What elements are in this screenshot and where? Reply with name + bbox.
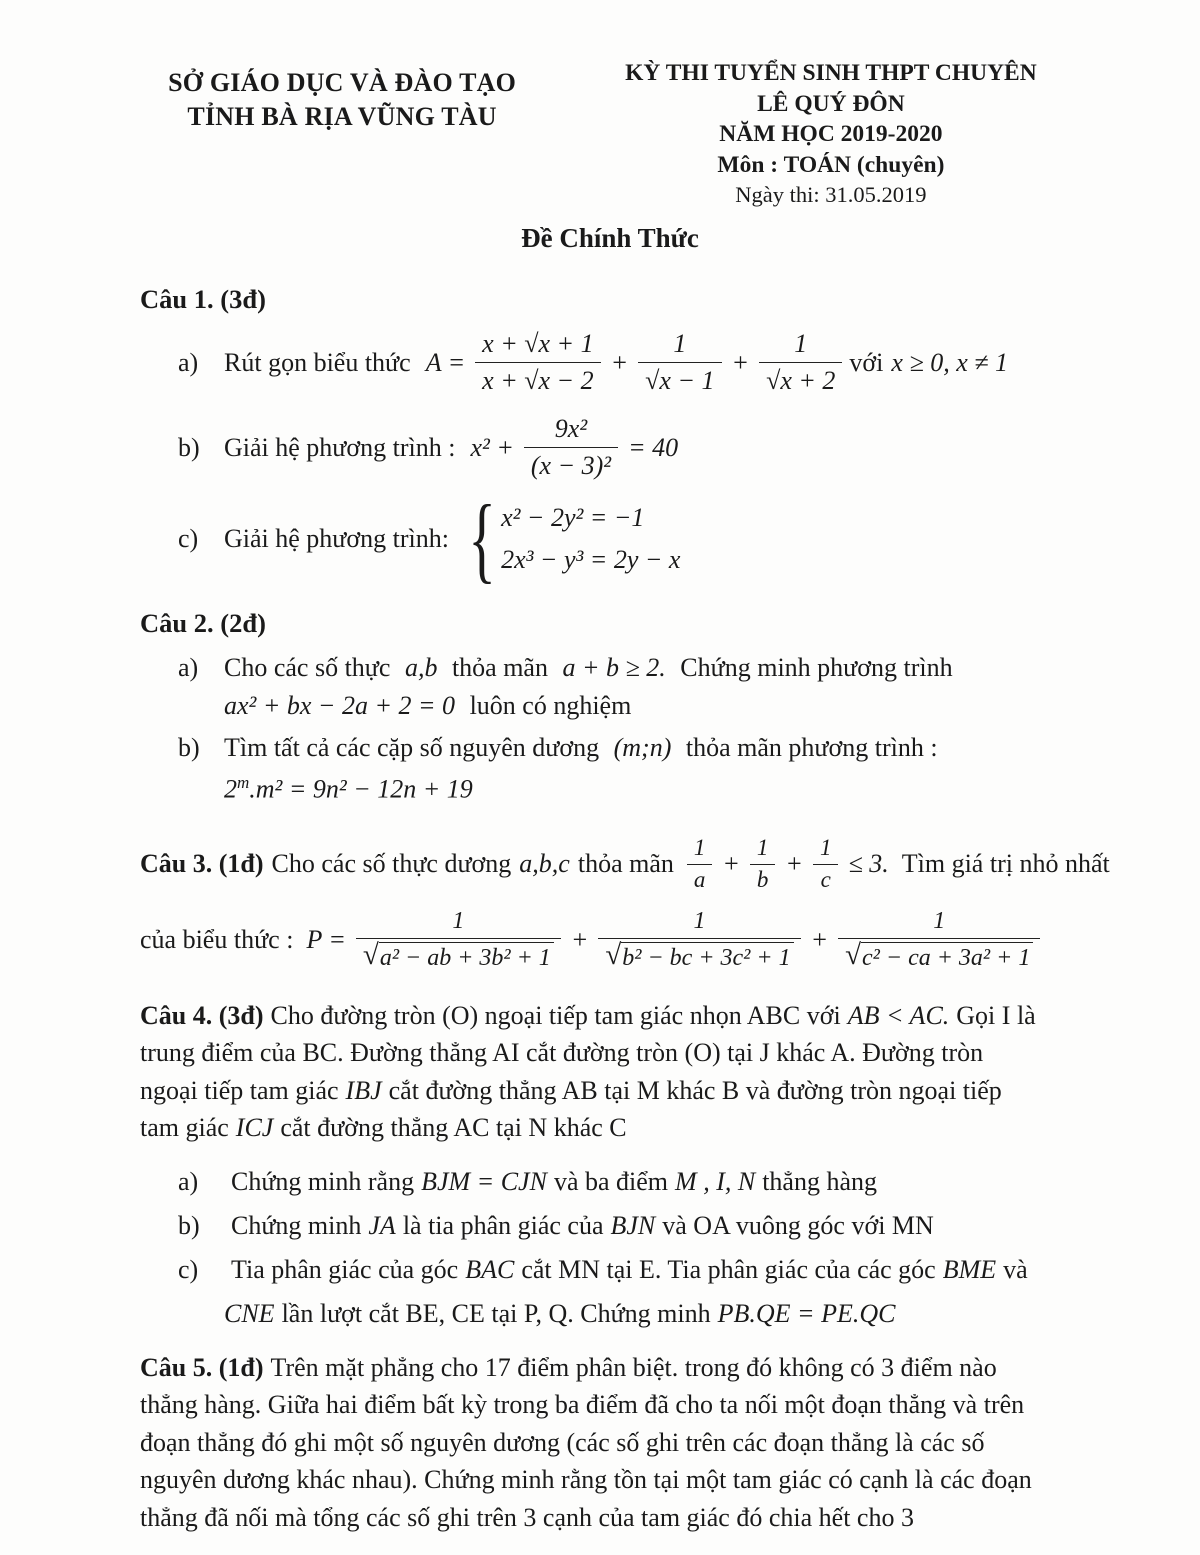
text-segment: Gọi I là bbox=[956, 1000, 1036, 1030]
plus-operator: + bbox=[570, 925, 589, 955]
p-fraction-3 bbox=[838, 908, 1040, 973]
condition-expression: x ≥ 0, x ≠ 1 bbox=[891, 347, 1009, 377]
plus-operator: + bbox=[610, 347, 629, 377]
text-segment: cắt MN tại E. Tia phân giác của các góc bbox=[521, 1254, 936, 1284]
math-segment: BJN bbox=[610, 1210, 656, 1240]
fraction-3-numerator: 1 bbox=[759, 329, 842, 363]
fraction-2-denominator: √x − 1 bbox=[645, 366, 715, 396]
equation-system bbox=[459, 485, 681, 592]
question-4-intro-line2: trung điểm của BC. Đường thẳng AI cắt đường tròn (O) tại J khác A. Đường tròn bbox=[140, 1038, 984, 1068]
text-segment: Trên mặt phẳng cho 17 điểm phân biệt. trong đó không có 3 điểm nào bbox=[270, 1352, 997, 1382]
math-segment: a,b bbox=[404, 652, 438, 682]
radicand: c² − ca + 3a² + 1 bbox=[861, 942, 1033, 973]
question-4-intro-line1 bbox=[140, 997, 1080, 1035]
sqrt-expression bbox=[605, 939, 793, 973]
sqrt-expression bbox=[362, 939, 554, 973]
inequality-bound: ≤ 3. bbox=[848, 849, 889, 879]
fraction-denominator: (x − 3)² bbox=[530, 451, 612, 481]
question-4-items bbox=[140, 1167, 1080, 1329]
question-1-title: Câu 1. (3đ) bbox=[140, 284, 266, 315]
question-5 bbox=[140, 1349, 1080, 1537]
fraction-1 bbox=[475, 329, 600, 396]
question-1a-text: Rút gọn biểu thức bbox=[224, 347, 411, 377]
exam-line-3: NĂM HỌC 2019-2020 bbox=[719, 121, 943, 148]
question-4-intro-line3 bbox=[140, 1072, 1080, 1110]
text-segment: thỏa mãn bbox=[451, 652, 548, 682]
text-segment: Cho các số thực bbox=[224, 652, 391, 682]
exam-line-4: Môn : TOÁN (chuyên) bbox=[717, 151, 945, 178]
text-segment: thỏa mãn phương trình : bbox=[685, 732, 938, 762]
radical-sign: √ bbox=[362, 939, 379, 972]
system-equation-2: 2x³ − y³ = 2y − x bbox=[501, 545, 681, 575]
p-fraction-2 bbox=[598, 908, 800, 973]
plus-operator: + bbox=[785, 849, 803, 879]
fraction-1-over-a bbox=[687, 836, 713, 891]
exam-title-block bbox=[582, 58, 1080, 209]
fraction-1-numerator: x + √x + 1 bbox=[475, 329, 600, 363]
math-segment: IBJ bbox=[345, 1075, 382, 1105]
question-5-title: Câu 5. (1đ) bbox=[140, 1352, 264, 1382]
text-segment: và ba điểm bbox=[553, 1166, 669, 1196]
text-segment: lần lượt cắt BE, CE tại P, Q. Chứng minh bbox=[281, 1298, 711, 1328]
text-segment: Cho đường tròn (O) ngoại tiếp tam giác nhọn ABC với bbox=[270, 1000, 841, 1030]
math-segment: .m² = 9n² − 12n + 19 bbox=[249, 774, 473, 804]
question-2a-text bbox=[224, 653, 961, 683]
expression-suffix: = 40 bbox=[628, 432, 679, 462]
question-1a bbox=[178, 329, 1080, 396]
lhs-A: A = bbox=[425, 347, 466, 377]
question-1c-text: Giải hệ phương trình: bbox=[224, 524, 449, 554]
question-2b-line2 bbox=[224, 773, 1080, 805]
text-segment: luôn có nghiệm bbox=[469, 690, 632, 720]
question-5-line4: nguyên dương khác nhau). Chứng minh rằng tồn tại một tam giác có cạnh là các đoạn bbox=[140, 1465, 1032, 1495]
item-label-2b: b) bbox=[178, 732, 200, 762]
expression-prefix: x² + bbox=[470, 432, 514, 462]
fraction-numerator: 9x² bbox=[524, 414, 618, 448]
math-segment: BAC bbox=[465, 1254, 515, 1284]
math-segment: PB.QE = PE.QC bbox=[717, 1298, 896, 1328]
fraction-1-denominator: x + √x − 2 bbox=[482, 366, 594, 396]
question-2b-text bbox=[224, 733, 946, 763]
question-4a bbox=[178, 1167, 1080, 1197]
exam-line-2: LÊ QUÝ ĐÔN bbox=[757, 90, 905, 117]
text-segment: cắt đường thẳng AC tại N khác C bbox=[280, 1113, 627, 1143]
text-segment: Chứng minh rằng bbox=[231, 1166, 415, 1196]
question-3-line1 bbox=[140, 835, 1110, 892]
org-line-2: TỈNH BÀ RỊA VŨNG TÀU bbox=[187, 102, 497, 132]
math-segment: ax² + bx − 2a + 2 = 0 bbox=[224, 690, 456, 720]
sqrt-expression bbox=[845, 939, 1033, 973]
question-4c-line2 bbox=[224, 1299, 1080, 1329]
fraction-numerator: 1 bbox=[687, 836, 713, 864]
p-fraction-1 bbox=[356, 908, 561, 973]
fraction-3-denominator: √x + 2 bbox=[766, 366, 836, 396]
fraction-1-over-b bbox=[750, 836, 776, 891]
math-segment: a,b,c bbox=[519, 849, 570, 879]
radicand: b² − bc + 3c² + 1 bbox=[621, 942, 793, 973]
fraction-numerator: 1 bbox=[356, 908, 561, 940]
math-segment: ICJ bbox=[235, 1113, 274, 1143]
question-3-line2 bbox=[140, 908, 1080, 973]
power-exponent: m bbox=[237, 772, 250, 792]
fraction-numerator: 1 bbox=[750, 836, 776, 864]
fraction-denominator: b bbox=[756, 866, 769, 892]
question-5-line2: thẳng hàng. Giữa hai điểm bất kỳ trong ba điểm đã cho ta nối một đoạn thẳng và trên bbox=[140, 1390, 1025, 1420]
condition-word: với bbox=[849, 347, 884, 377]
power-base: 2 bbox=[224, 774, 237, 804]
item-label-1c: c) bbox=[178, 524, 199, 554]
fraction-3 bbox=[759, 329, 842, 396]
fraction bbox=[524, 414, 618, 481]
radical-sign: √ bbox=[845, 939, 862, 972]
question-5-line5: thẳng đã nối mà tổng các số ghi trên 3 cạnh của tam giác đó chia hết cho 3 bbox=[140, 1502, 914, 1532]
question-4-title: Câu 4. (3đ) bbox=[140, 1000, 264, 1030]
issuing-org-block bbox=[140, 66, 544, 135]
text-segment: và bbox=[1003, 1254, 1028, 1284]
question-4c-line1 bbox=[178, 1255, 1080, 1285]
question-1c bbox=[178, 485, 1080, 592]
exam-date-line: Ngày thi: 31.05.2019 bbox=[735, 182, 927, 208]
question-2-title: Câu 2. (2đ) bbox=[140, 607, 266, 638]
doc-type-title: Đề Chính Thức bbox=[521, 223, 699, 254]
fraction-numerator: 1 bbox=[598, 908, 800, 940]
fraction-denominator bbox=[598, 939, 800, 973]
item-label-1b: b) bbox=[178, 432, 200, 462]
item-label-1a: a) bbox=[178, 347, 199, 377]
system-brace: { bbox=[468, 485, 496, 592]
question-1b-expression bbox=[465, 414, 683, 481]
plus-operator: + bbox=[731, 347, 750, 377]
item-label-2a: a) bbox=[178, 652, 199, 682]
item-label-4c: c) bbox=[178, 1254, 199, 1284]
radical-sign: √ bbox=[605, 939, 622, 972]
question-4-intro bbox=[140, 997, 1080, 1147]
question-1b-text: Giải hệ phương trình : bbox=[224, 432, 456, 462]
text-segment: của biểu thức : bbox=[140, 925, 294, 955]
math-segment: CNE bbox=[224, 1298, 275, 1328]
math-segment: (m;n) bbox=[613, 732, 672, 762]
math-segment: BME bbox=[942, 1254, 997, 1284]
text-segment: thỏa mãn bbox=[577, 849, 674, 879]
exam-header bbox=[140, 58, 1080, 209]
fraction-denominator: c bbox=[820, 866, 831, 892]
text-segment: Tìm giá trị nhỏ nhất bbox=[901, 849, 1110, 879]
question-2a-line1 bbox=[178, 653, 1080, 683]
text-segment: Tìm tất cả các cặp số nguyên dương bbox=[224, 732, 600, 762]
text-segment: thẳng hàng bbox=[762, 1166, 878, 1196]
math-segment: M , I, N bbox=[675, 1166, 756, 1196]
question-2a-line2 bbox=[224, 691, 1080, 721]
fraction-1-over-c bbox=[813, 836, 839, 891]
fraction-numerator: 1 bbox=[838, 908, 1040, 940]
fraction-numerator: 1 bbox=[813, 836, 839, 864]
math-segment: a + b ≥ 2. bbox=[562, 652, 666, 682]
text-segment: cắt đường thẳng AB tại M khác B và đường tròn ngoại tiếp bbox=[388, 1075, 1002, 1105]
plus-operator: + bbox=[810, 925, 829, 955]
text-segment: Tia phân giác của góc bbox=[231, 1254, 459, 1284]
sum-of-reciprocals bbox=[682, 836, 894, 891]
question-3-title: Câu 3. (1đ) bbox=[140, 849, 264, 879]
text-segment: Chứng minh phương trình bbox=[680, 652, 953, 682]
plus-operator: + bbox=[722, 849, 740, 879]
item-label-4a: a) bbox=[178, 1166, 199, 1196]
math-segment: JA bbox=[368, 1210, 396, 1240]
fraction-2 bbox=[638, 329, 721, 396]
question-5-line3: đoạn thẳng đó ghi một số nguyên dương (các số ghi trên các đoạn thẳng là các số bbox=[140, 1427, 985, 1457]
system-equation-1: x² − 2y² = −1 bbox=[501, 503, 645, 533]
org-line-1: SỞ GIÁO DỤC VÀ ĐÀO TẠO bbox=[168, 68, 517, 97]
fraction-denominator bbox=[356, 939, 561, 973]
fraction-denominator bbox=[838, 939, 1040, 973]
math-segment: BJM = CJN bbox=[421, 1166, 547, 1196]
exam-line-1: KỲ THI TUYỂN SINH THPT CHUYÊN bbox=[625, 60, 1037, 86]
question-4b bbox=[178, 1211, 1080, 1241]
fraction-2-numerator: 1 bbox=[638, 329, 721, 363]
question-5-line1 bbox=[140, 1349, 1080, 1387]
text-segment: là tia phân giác của bbox=[402, 1210, 604, 1240]
question-4-intro-line4 bbox=[140, 1109, 1080, 1147]
text-segment: và OA vuông góc với MN bbox=[662, 1210, 934, 1240]
text-segment: tam giác bbox=[140, 1113, 229, 1143]
P-expression bbox=[301, 908, 1045, 973]
text-segment: Chứng minh bbox=[231, 1210, 362, 1240]
lhs-P: P = bbox=[306, 925, 346, 955]
item-label-4b: b) bbox=[178, 1210, 200, 1240]
question-2b-line1 bbox=[178, 733, 1080, 763]
math-segment: AB < AC. bbox=[847, 1000, 950, 1030]
text-segment: Cho các số thực dương bbox=[271, 849, 512, 879]
question-1b bbox=[178, 414, 1080, 481]
fraction-denominator: a bbox=[693, 866, 706, 892]
system-equations bbox=[501, 503, 680, 575]
text-segment: ngoại tiếp tam giác bbox=[140, 1075, 339, 1105]
question-1a-expression bbox=[421, 329, 848, 396]
radicand: a² − ab + 3b² + 1 bbox=[379, 942, 554, 973]
